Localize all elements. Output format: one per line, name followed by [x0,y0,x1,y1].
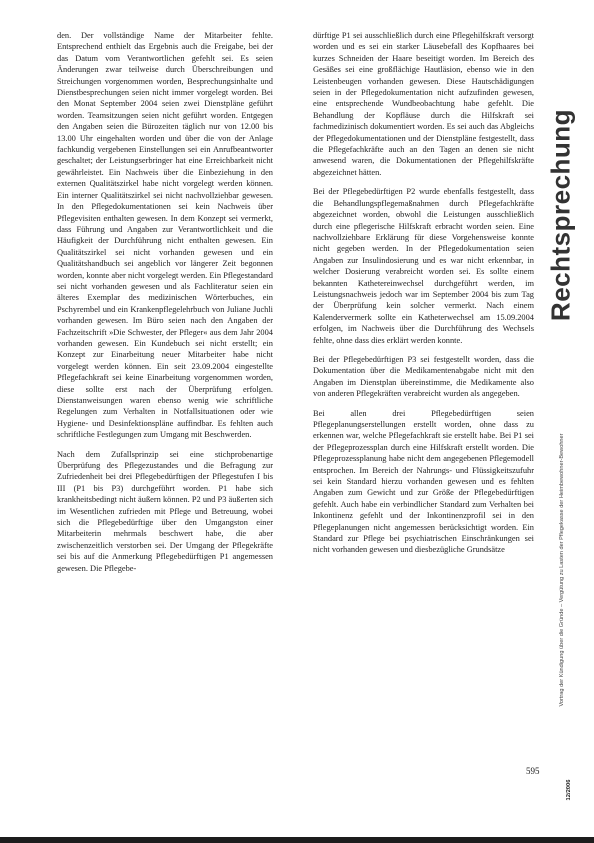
paragraph: dürftige P1 sei ausschließlich durch eine Pflegehilfskraft versorgt worden und es sei ein starker Läusebefall des Kopfhaares bei kurzes Schneiden der Haare beseitigt worden. Im Bereich des Gesäßes sei eine großflächige Hautläsion, ebenso wie in den Leistenbeugen vorhanden gewesen. Diese Hautschädigungen seien in der Pflegedokumentation nicht aufzufinden gewesen, eine entsprechende Wundbeobachtung habe gefehlt. Die Behandlung der Kopfläuse durch die Hilfskraft sei fachmedizinisch dokumentiert worden. Es sei auch das Abgleichs der Pflegedokumentationen und der Dienstpläne festgestellt, dass die Pflegefachkräfte auch an den Tagen an denen sie nicht anwesend waren, die Dokumentationen der Pflegehilfskräfte abgezeichnet hätten. [313,31,534,177]
issue-mark-vertical [563,760,575,820]
page-number: 595 [526,766,540,776]
paragraph: den. Der vollständige Name der Mitarbeiter fehlte. Entsprechend enthielt das Ergebnis auch die Freigabe, bei der das Datum vom Verantwortlichen gefehlt sei. Es seien Änderungen zwar teilweise durch Überschreibungen und Streichungen vorgenommen worden, Besprechungsinhalte und Dienstbesprechungen seien nicht immer vorgelegt worden. Bei den Monat September 2004 seien zwei Dienstpläne geführt worden. Teamsitzungen seien nicht geführt worden. Entgegen den Angaben seien die Bürozeiten täglich nur von 12.00 bis 13.00 Uhr eingehalten worden und über die von der Anlage fachkundig vergebenen Einstellungen sei ein Anrufbeantworter geschaltet; der Leistungserbringer hat eine Erreichbarkeit nicht gewährleistet. Ein Nachweis über die Einbeziehung in den externen Qualitätszirkel habe nicht vorgelegt werden können. Ein interner Qualitätszirkel sei nicht nachvollziehbar gewesen. In den Pflegedokumentationen sei kein Nachweis über Pflegevisiten enthalten gewesen. In dem Konzept sei vermerkt, dass Führung und Angaben zur Verantwortlichkeit und die Häufigkeit der Durchführung nicht enthalten gewesen. Ein Qualitätszirkel sei nicht vorhanden gewesen und ein Qualitätshandbuch sei angeblich vor längerer Zeit begonnen worden, konnte aber nicht vorgelegt werden. Ein Pflegestandard sei nicht vorhanden gewesen und als Fachliteratur seien ein älteres Exemplar des medizinischen Wörterbuches, ein Pschyrembel und ein Krankenpflegelehrbuch von Juliane Juchli vorhanden gewesen. Im Büro seien nach den Angaben der Fachzeitschrift »Die Schwester, der Pfleger« aus dem Jahr 2004 vorhanden gewesen. Ein Kundebuch sei nicht erstellt; ein Konzept zur Einarbeitung neuer Mitarbeiter habe nicht vorgelegt werden können. Ein seit 23.09.2004 eingestellte Pflegefachkraft sei keine Einarbeitung vorgenommen worden, diese sollte erst nach der Überprüfung erfolgen. Dienstanweisungen waren ebenso wenig wie schriftliche Regelungen zum Verhalten in Notfallsituationen oder wie Hygiene- und Desinfektionspläne auffindbar. Es fehlten auch schriftliche Festlegungen zum Umgang mit Beschwerden. [57,31,273,440]
side-note-text: Vortrag der Kündigung über die Gründe – Vergütung zu Lasten der Pflegekasse der Heimbewohner-Bewohner [559,433,565,707]
side-note-vertical [554,425,570,715]
paragraph: Bei allen drei Pflegebedürftigen seien Pflegeplanungserstellungen erstellt worden, ohne dass zu erkennen war, welche Pflegefachkraft sie erstellt habe. Bei P1 sei der Pflegeprozessplan durch eine Hilfskraft erstellt worden. Die Pflegeprozessplanung habe nicht dem angegebenen Pflegemodell entsprochen. Im Bereich der Nahrungs- und Flüssigkeitszufuhr sei kein Standard hierzu vorhanden gewesen und es fehlten Angaben zum Gewicht und zur Größe der Pflegebedürftigen gefehlt. Auch habe ein verbindlicher Standard zum Verhalten bei Inkontinenz gefehlt und der Inkontinenzprofil sei in den Pflegeplanungen nicht angemessen berücksichtigt worden. Ein Standard zur Pflege bei psychiatrischen Einschränkungen sei nicht vorhanden gewesen und diesbezügliche Grundsätze [313,408,534,555]
section-title-vertical [540,110,582,320]
paragraph: Bei der Pflegebedürftigen P3 sei festgestellt worden, dass die Dokumentation über die Medikamentenabgabe nicht mit den Angaben im Dienstplan übereinstimme, die Medikamente also von anderen Pflegekräften verabreicht wurden als angegeben. [313,354,534,399]
left-text-column [57,30,273,582]
section-title: Rechtsprechung [545,108,576,322]
right-text-column [313,30,534,564]
issue-mark: 12/2006 [566,779,572,801]
paragraph: Nach dem Zufallsprinzip sei eine stichprobenartige Überprüfung des Pflegezustandes und die Befragung zur Zufriedenheit bei drei Pflegebedürftigen der Pflegestufen I bis III (P1 bis P3) durchgeführt worden. P1 habe sich krankheitsbedingt nicht äußern können. P2 und P3 äußerten sich im Wesentlichen zufrieden mit Pflege und Betreuung, wobei sich die Pflegebedürftige über den Umgangston einer Mitarbeiterin mehrmals beschwert habe, die aber zwischenzeitlich verstorben sei. Der Umgang der Pflegekräfte sei bis auf die Anmerkung Pflegebedürftigen P1 angemessen gewesen. Die Pflegebe- [57,449,273,573]
paragraph: Bei der Pflegebedürftigen P2 wurde ebenfalls festgestellt, dass die Behandlungspflegemaßnahmen durch Pflegefachkräfte abgezeichnet worden, obwohl die Leistungen ausschließlich durch eine pflegerische Hilfskraft erbracht worden seien. Eine nachvollziehbare Erklärung für diese Vorgehensweise konnte nicht gegeben werden. In der Pflegedokumentation seien Angaben zur Insulindosierung und es war nicht erkennbar, in welcher Dosierung verabreicht worden sei. Es sollte einem bekannten Kathetereinwechsel durchgeführt werden, im Leistungsnachweis jedoch war im September 2004 bis zum Tag der Überprüfung kein solcher vermerkt. Nach einem Kalendervermerk sollte ein Katheterwechsel am 15.09.2004 erfolgen, im Nachweis über die Durchführung des Wechsels fehlte, ohne dass dies erklärt werden konnte. [313,187,534,345]
bottom-strip [0,837,594,843]
